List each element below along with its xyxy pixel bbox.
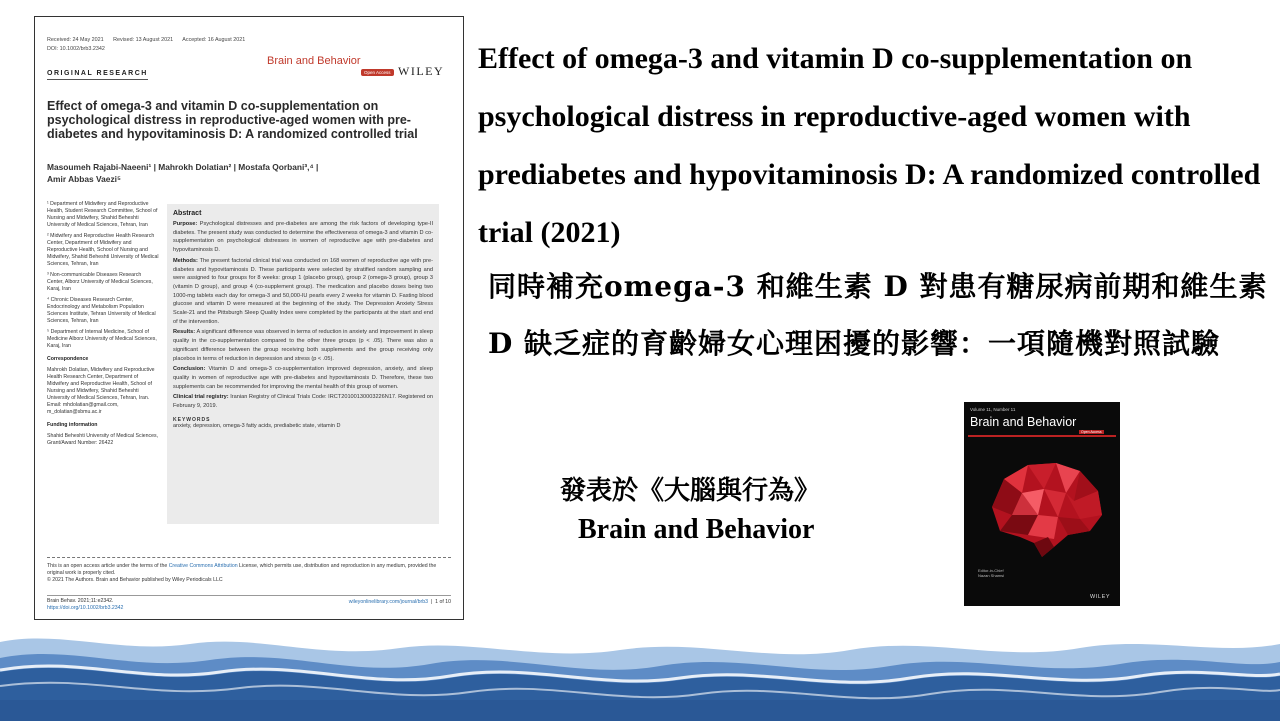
publisher-logo: WILEY bbox=[398, 64, 445, 78]
funding: Shahid Beheshti University of Medical Sciences, Grant/Award Number: 26422 bbox=[47, 433, 159, 446]
footer-divider bbox=[47, 557, 451, 558]
citation-footer: Brain Behav. 2021;11:e2342. https://doi.org/10.1002/brb3.2342 wileyonlinelibrary.com/journal/brb3 | 1 of 10 bbox=[47, 595, 451, 612]
headline-chinese: 同時補充omega-3 和維生素 D 對患有糖尿病前期和維生素 D 缺乏症的育齡婦女心理困擾的影響：一項隨機對照試驗 bbox=[488, 270, 1268, 360]
abstract-purpose: Purpose: Psychological distresses and pre-diabetes are among the risk factors of developing type-II diabetes. The present study was conducted to determine the effectiveness of omega-3 and vitamin D co-supplementation on psychological distresses in women of reproductive age with pre-diabetes and hypovitaminosis D. bbox=[173, 221, 434, 254]
page-count: 1 of 10 bbox=[435, 599, 451, 605]
cover-volume: Volume 11, Number 11 bbox=[970, 407, 1016, 412]
cover-publisher: WILEY bbox=[1090, 594, 1111, 600]
paper-first-page bbox=[34, 16, 464, 620]
published-in-chinese: 發表於《大腦與行為》 bbox=[560, 476, 821, 506]
license-link[interactable]: Creative Commons Attribution bbox=[168, 563, 238, 569]
abstract-registry: Clinical trial registry: Iranian Registry of Clinical Trials Code: IRCT20100130003226N17. Registered on February 9, 2019. bbox=[173, 394, 433, 410]
abstract-heading: Abstract bbox=[173, 210, 202, 217]
affiliation: ⁵ Department of Internal Medicine, School of Medicine Alborz University of Medical Sciences, Karaj, Iran bbox=[47, 329, 157, 349]
abstract-results: Results: A significant difference was observed in terms of reduction in anxiety and improvement in sleep quality in the co-supplementation compared to the other three groups (p < .05). There was also a significant difference between the group receiving both supplements and the group receiving only placebos in terms of reduction in depression and stress (p < .05). bbox=[173, 329, 433, 362]
affiliation: ¹ Department of Midwifery and Reproductive Health, Student Research Committee, School of Nursing and Midwifery, Shahid Beheshti University of Medical Sciences, Tehran, Iran bbox=[47, 201, 158, 228]
headline-english: Effect of omega-3 and vitamin D co-supplementation on psychological distress in reproductive-aged women with prediabetes and hypovitaminosis D: A randomized controlled trial (2021) bbox=[478, 42, 1261, 249]
abstract-conclusion: Conclusion: Vitamin D and omega-3 co-supplementation improved depression, anxiety, and sleep quality in women of reproductive age with pre-diabetes and hypovitaminosis D. Therefore, these two supplements can be recommended for improving the mental health of this group of women. bbox=[173, 366, 433, 390]
journal-site-link[interactable]: wileyonlinelibrary.com/journal/brb3 bbox=[348, 599, 428, 605]
affiliation: ⁴ Chronic Diseases Research Center, Endocrinology and Metabolism Population Sciences Institute, Tehran University of Medical Sciences, Tehran, Iran bbox=[47, 297, 156, 324]
cover-rule bbox=[968, 435, 1116, 437]
correspondence: Mahrokh Dolatian, Midwifery and Reproductive Health Research Center, Department of Midwifery and Reproductive Health, School of Nursing and Midwifery, Shahid Beheshti University of Medical Sciences, Tehran, Iran. Email: mhdolatian@gmail.com, m_dolatian@sbmu.ac.ir bbox=[47, 367, 155, 415]
doi-link[interactable]: https://doi.org/10.1002/brb3.2342 bbox=[47, 605, 124, 611]
paper-title: Effect of omega-3 and vitamin D co-supplementation on psychological distress in reproductive-aged women with pre-diabetes and hypovitaminosis D: A randomized controlled trial bbox=[47, 99, 418, 141]
cover-editor: Editor-in-Chief Nazan Shamsi bbox=[978, 568, 1005, 578]
cover-open-access: Open Access bbox=[1081, 430, 1102, 434]
copyright: © 2021 The Authors. Brain and Behavior published by Wiley Periodicals LLC bbox=[47, 577, 223, 583]
abstract-box bbox=[167, 204, 439, 524]
affiliations-column bbox=[47, 201, 159, 451]
published-in-english: Brain and Behavior bbox=[578, 514, 815, 545]
section-label: ORIGINAL RESEARCH bbox=[47, 70, 148, 80]
journal-name: Brain and Behavior bbox=[267, 55, 361, 67]
affiliation: ² Midwifery and Reproductive Health Research Center, Department of Midwifery and Reproductive Health, School of Nursing and Midwifery, Shahid Beheshti University of Medical Sciences, Tehran, Iran bbox=[47, 233, 159, 267]
paper-authors: Masoumeh Rajabi-Naeeni¹ | Mahrokh Dolatian² | Mostafa Qorbani³,⁴ | Amir Abbas Vaezi⁵ bbox=[47, 162, 319, 184]
paper-dates: Received: 24 May 2021 Revised: 13 August 2021 Accepted: 16 August 2021 bbox=[47, 37, 246, 43]
abstract-methods: Methods: The present factorial clinical trial was conducted on 168 women of reproductive age with pre-diabetes and hypovitaminosis D. These participants were selected by stratified random sampling and were assigned to four groups for 8 weeks: group 1 (placebo group), group 2 (omega-3 group), group 3 (vitamin D group), and group 4 (co-supplement group). The medication and placebo doses being two 1000-mg tablets each day for omega-3 and 50,000-IU pearls every 2 weeks for vitamin D. Fasting blood glucose and vitamin D were measured at the beginning of the study. The Depression Anxiety Stress Scale-21 and the Pittsburgh Sleep Quality Index were completed by the participants at the start and end of the intervention. bbox=[173, 257, 433, 325]
paper-doi: DOI: 10.1002/brb3.2342 bbox=[47, 46, 105, 52]
funding-heading: Funding information bbox=[47, 422, 98, 428]
affiliation: ³ Non-communicable Diseases Research Center, Alborz University of Medical Sciences, Karaj, Iran bbox=[47, 272, 153, 292]
correspondence-heading: Correspondence bbox=[47, 356, 89, 362]
wave-decoration bbox=[0, 620, 1280, 721]
keywords-heading: KEYWORDS bbox=[173, 416, 211, 423]
cover-title: Brain and Behavior bbox=[970, 415, 1077, 429]
license-notice: This is an open access article under the terms of the Creative Commons Attribution License, which permits use, distribution and reproduction in any medium, provided the original work is properly cited. © 2021 The Authors. Brain and Behavior published by Wiley Periodicals LLC bbox=[47, 563, 451, 584]
open-access-badge: Open Access bbox=[361, 69, 394, 76]
keywords: anxiety, depression, omega-3 fatty acids, prediabetic state, vitamin D bbox=[173, 422, 341, 429]
journal-cover bbox=[964, 402, 1120, 606]
citation: Brain Behav. 2021;11:e2342. bbox=[47, 598, 114, 604]
red-polygon-brain-icon bbox=[982, 457, 1106, 561]
